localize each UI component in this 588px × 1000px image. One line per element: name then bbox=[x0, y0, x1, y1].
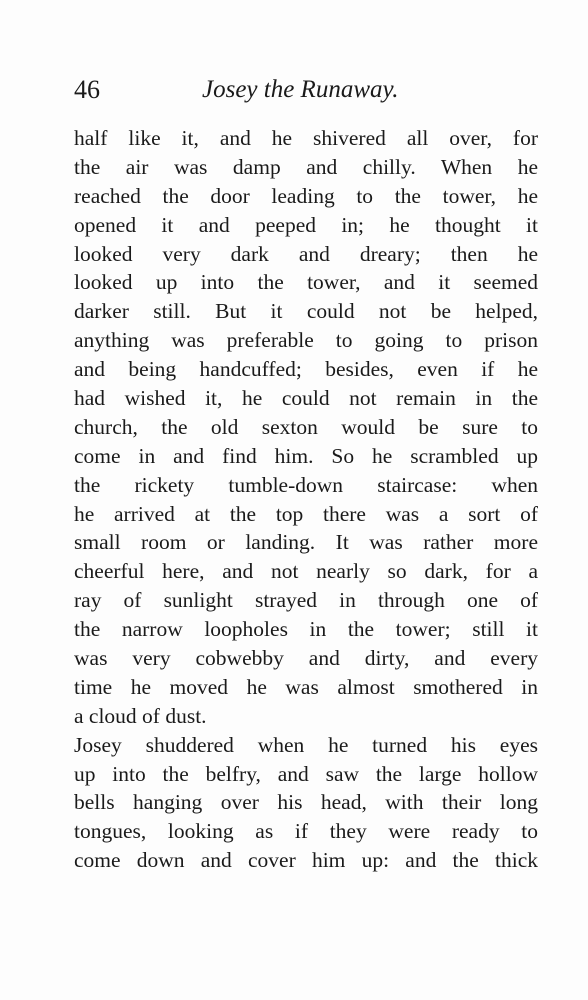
running-title: Josey the Runaway. bbox=[202, 76, 399, 103]
text-line: tongues, looking as if they were ready to bbox=[74, 819, 538, 844]
text-line: cheerful here, and not nearly so dark, for a bbox=[74, 559, 538, 584]
text-line: a cloud of dust. bbox=[74, 703, 207, 728]
text-line: small room or landing. It was rather more bbox=[74, 530, 538, 555]
text-line: the rickety tumble-down staircase: when bbox=[74, 472, 538, 497]
text-line: bells hanging over his head, with their long bbox=[74, 790, 538, 815]
page-header bbox=[74, 74, 534, 110]
text-line: up into the belfry, and saw the large hollow bbox=[74, 761, 538, 786]
text-line: reached the door leading to the tower, he bbox=[74, 183, 538, 208]
text-line: looked up into the tower, and it seemed bbox=[74, 270, 538, 295]
text-line: he arrived at the top there was a sort of bbox=[74, 501, 538, 526]
text-line: darker still. But it could not be helped, bbox=[74, 299, 538, 324]
text-line: anything was preferable to going to prison bbox=[74, 328, 538, 353]
text-line: half like it, and he shivered all over, for bbox=[74, 126, 538, 150]
text-line: come down and cover him up: and the thick bbox=[74, 848, 538, 873]
text-line: and being handcuffed; besides, even if he bbox=[74, 357, 538, 382]
text-line: Josey shuddered when he turned his eyes bbox=[74, 732, 538, 757]
text-line: time he moved he was almost smothered in bbox=[74, 674, 538, 699]
text-line: was very cobwebby and dirty, and every bbox=[74, 646, 538, 671]
body-text bbox=[74, 124, 538, 875]
page-number: 46 bbox=[74, 75, 100, 104]
text-line: church, the old sexton would be sure to bbox=[74, 414, 538, 439]
text-line: come in and find him. So he scrambled up bbox=[74, 443, 538, 468]
text-line: opened it and peeped in; he thought it bbox=[74, 212, 538, 237]
text-line: the narrow loopholes in the tower; still it bbox=[74, 617, 538, 642]
text-line: ray of sunlight strayed in through one of bbox=[74, 588, 538, 613]
text-line: the air was damp and chilly. When he bbox=[74, 154, 538, 179]
text-line: had wished it, he could not remain in the bbox=[74, 386, 538, 411]
text-line: looked very dark and dreary; then he bbox=[74, 241, 538, 266]
